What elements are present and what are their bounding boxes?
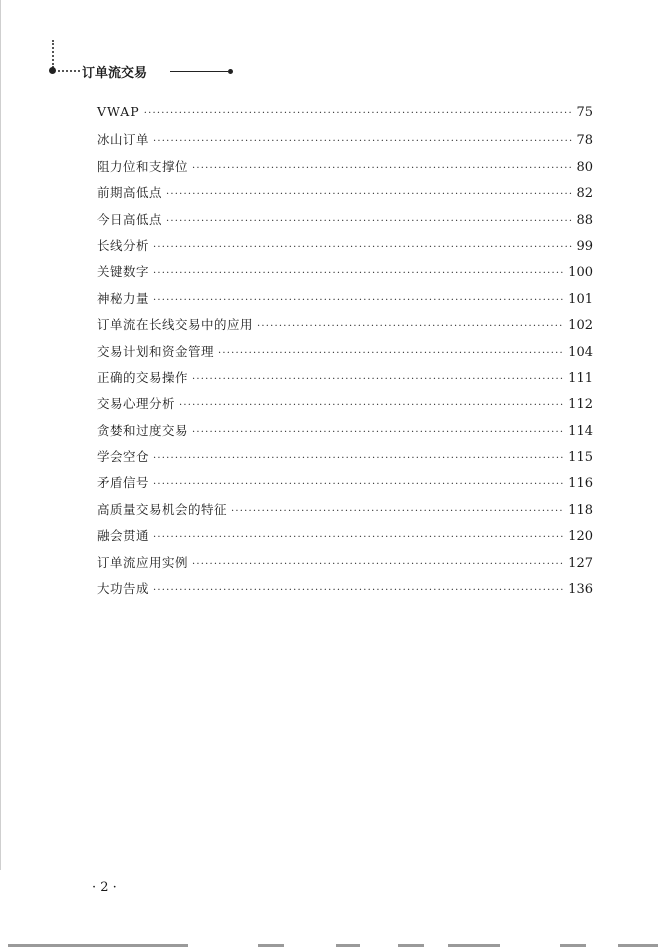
toc-entry-title: 今日高低点 bbox=[97, 211, 163, 227]
toc-entry-title: 神秘力量 bbox=[97, 290, 150, 306]
header-end-dot bbox=[228, 69, 233, 74]
toc-entry-title: 前期高低点 bbox=[97, 185, 163, 201]
table-of-contents bbox=[97, 104, 593, 605]
toc-leader-dots bbox=[153, 136, 572, 147]
toc-entry-title: 矛盾信号 bbox=[97, 475, 150, 491]
toc-entry-page: 101 bbox=[568, 291, 593, 307]
toc-entry-title: 大功告成 bbox=[97, 581, 150, 597]
running-title: 订单流交易 bbox=[82, 66, 148, 81]
toc-leader-dots bbox=[192, 374, 564, 385]
toc-entry-title: 订单流应用实例 bbox=[97, 554, 189, 570]
toc-leader-dots bbox=[153, 479, 564, 490]
header-vertical-dots bbox=[52, 40, 54, 68]
toc-entry-title: 学会空仓 bbox=[97, 449, 150, 465]
toc-leader-dots bbox=[179, 400, 564, 411]
toc-entry[interactable] bbox=[97, 447, 593, 473]
toc-entry-page: 99 bbox=[576, 238, 593, 254]
toc-entry[interactable] bbox=[97, 262, 593, 288]
toc-entry-page: 78 bbox=[576, 133, 593, 149]
toc-entry-title: 关键数字 bbox=[97, 264, 150, 280]
toc-leader-dots bbox=[231, 506, 564, 517]
toc-entry-title: 高质量交易机会的特征 bbox=[97, 501, 228, 517]
toc-entry[interactable] bbox=[97, 104, 593, 130]
toc-entry-page: 111 bbox=[568, 370, 593, 386]
toc-entry[interactable] bbox=[97, 368, 593, 394]
toc-leader-dots bbox=[153, 295, 564, 306]
running-header bbox=[48, 38, 248, 82]
toc-leader-dots bbox=[192, 427, 564, 438]
toc-entry[interactable] bbox=[97, 315, 593, 341]
toc-entry-page: 75 bbox=[576, 105, 593, 120]
toc-entry-page: 120 bbox=[568, 529, 593, 545]
toc-entry-page: 104 bbox=[568, 344, 593, 360]
page-left-edge bbox=[0, 0, 1, 870]
toc-entry[interactable] bbox=[97, 579, 593, 605]
toc-entry-title: 交易心理分析 bbox=[97, 396, 176, 412]
toc-entry-title: 长线分析 bbox=[97, 237, 150, 253]
toc-entry-page: 118 bbox=[568, 502, 593, 518]
header-rule bbox=[170, 71, 228, 72]
toc-leader-dots bbox=[153, 268, 564, 279]
toc-entry[interactable] bbox=[97, 421, 593, 447]
scan-artifact bbox=[336, 944, 360, 947]
toc-leader-dots bbox=[257, 321, 564, 332]
page-number: · 2 · bbox=[92, 880, 117, 895]
toc-entry[interactable] bbox=[97, 500, 593, 526]
toc-entry-page: 112 bbox=[568, 397, 593, 413]
toc-entry-title: 贪婪和过度交易 bbox=[97, 422, 189, 438]
toc-entry-title: 融会贯通 bbox=[97, 528, 150, 544]
toc-leader-dots bbox=[144, 108, 573, 119]
header-bullet-dot bbox=[49, 67, 56, 74]
toc-entry[interactable] bbox=[97, 394, 593, 420]
toc-entry-page: 115 bbox=[568, 450, 593, 466]
header-dotted-leader bbox=[58, 70, 80, 72]
toc-entry-page: 100 bbox=[568, 265, 593, 281]
toc-entry-title: 阻力位和支撑位 bbox=[97, 158, 189, 174]
toc-entry-page: 88 bbox=[576, 212, 593, 228]
scan-artifact bbox=[560, 944, 586, 947]
toc-entry-page: 127 bbox=[568, 555, 593, 571]
toc-entry-title: 交易计划和资金管理 bbox=[97, 343, 215, 359]
toc-entry-page: 116 bbox=[568, 476, 593, 492]
toc-entry-page: 102 bbox=[568, 318, 593, 334]
toc-entry[interactable] bbox=[97, 473, 593, 499]
toc-entry[interactable] bbox=[97, 157, 593, 183]
toc-entry[interactable] bbox=[97, 553, 593, 579]
toc-entry-page: 80 bbox=[576, 159, 593, 175]
toc-entry-title: VWAP bbox=[97, 104, 140, 119]
scan-bottom-edge bbox=[0, 942, 672, 950]
toc-entry[interactable] bbox=[97, 210, 593, 236]
scan-artifact bbox=[398, 944, 424, 947]
toc-entry[interactable] bbox=[97, 289, 593, 315]
toc-leader-dots bbox=[192, 559, 564, 570]
toc-entry[interactable] bbox=[97, 236, 593, 262]
toc-entry[interactable] bbox=[97, 526, 593, 552]
toc-leader-dots bbox=[192, 163, 572, 174]
scan-artifact bbox=[8, 944, 188, 947]
toc-entry[interactable] bbox=[97, 130, 593, 156]
toc-entry-title: 订单流在长线交易中的应用 bbox=[97, 317, 254, 333]
toc-entry-page: 82 bbox=[576, 186, 593, 202]
toc-entry-page: 114 bbox=[568, 423, 593, 439]
toc-entry[interactable] bbox=[97, 342, 593, 368]
toc-leader-dots bbox=[153, 242, 572, 253]
toc-entry-page: 136 bbox=[568, 582, 593, 598]
toc-leader-dots bbox=[166, 189, 572, 200]
toc-entry-title: 正确的交易操作 bbox=[97, 369, 189, 385]
toc-entry[interactable] bbox=[97, 183, 593, 209]
toc-leader-dots bbox=[153, 532, 564, 543]
toc-entry-title: 冰山订单 bbox=[97, 132, 150, 148]
scan-artifact bbox=[448, 944, 500, 947]
toc-leader-dots bbox=[153, 585, 564, 596]
scan-artifact bbox=[258, 944, 284, 947]
toc-leader-dots bbox=[153, 453, 564, 464]
toc-leader-dots bbox=[218, 348, 564, 359]
scan-artifact bbox=[618, 944, 658, 947]
toc-leader-dots bbox=[166, 216, 572, 227]
